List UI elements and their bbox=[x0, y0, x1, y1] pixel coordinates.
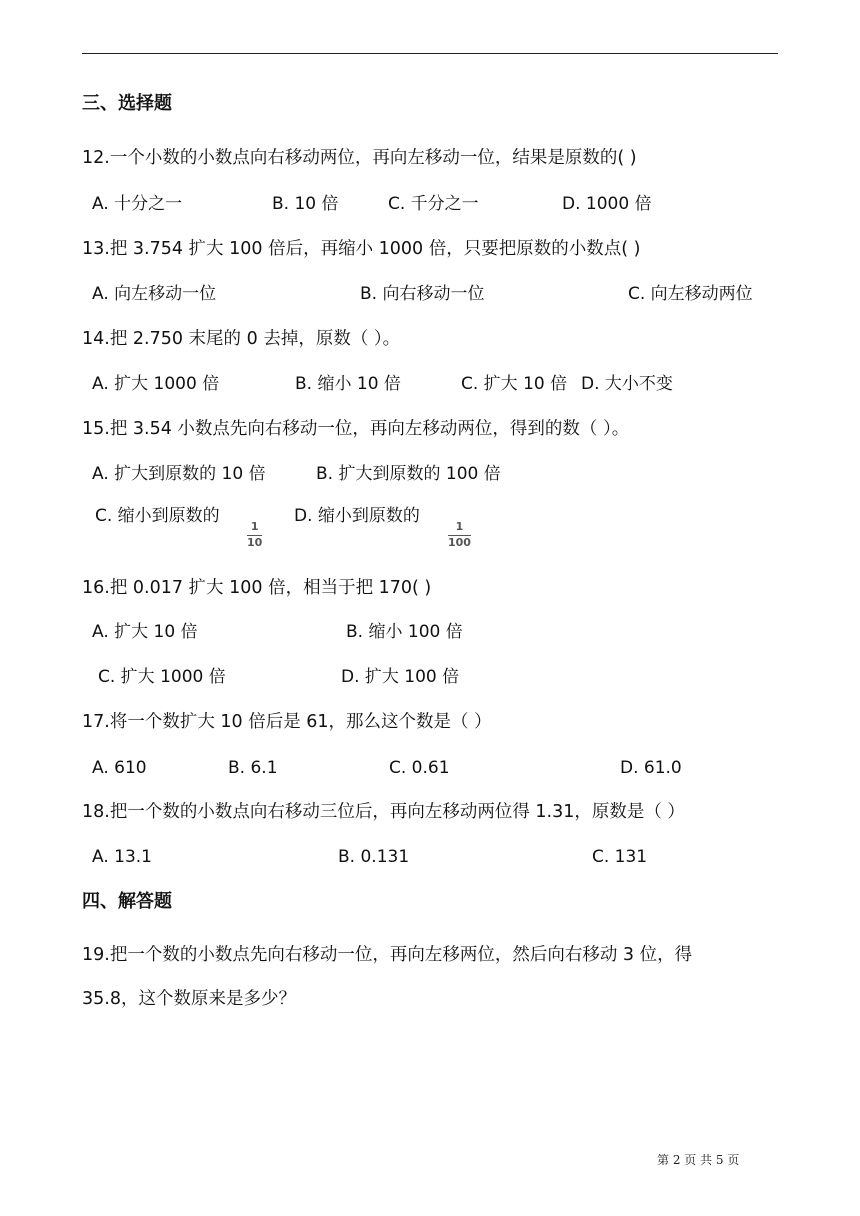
question-15-option-a: A. 扩大到原数的 10 倍 bbox=[92, 464, 266, 484]
question-16-option-c: C. 扩大 1000 倍 bbox=[98, 667, 226, 687]
question-15-option-c-fraction bbox=[247, 521, 262, 549]
fraction-denominator: 100 bbox=[448, 536, 471, 549]
question-18-option-b: B. 0.131 bbox=[338, 847, 410, 867]
section-title-answer: 四、解答题 bbox=[82, 891, 172, 912]
question-17-option-a: A. 610 bbox=[92, 758, 147, 778]
question-15-option-b: B. 扩大到原数的 100 倍 bbox=[316, 464, 501, 484]
question-14-stem: 14.把 2.750 末尾的 0 去掉，原数（ ）。 bbox=[82, 329, 401, 349]
question-19-line-2: 35.8，这个数原来是多少？ bbox=[82, 989, 296, 1009]
question-13-option-a: A. 向左移动一位 bbox=[92, 284, 217, 304]
question-14-option-c: C. 扩大 10 倍 bbox=[461, 374, 568, 394]
header-rule bbox=[82, 53, 778, 54]
question-12-option-a: A. 十分之一 bbox=[92, 194, 183, 214]
question-16-stem: 16.把 0.017 扩大 100 倍，相当于把 170( ) bbox=[82, 578, 432, 598]
question-17-option-d: D. 61.0 bbox=[620, 758, 682, 778]
section-title-choice: 三、选择题 bbox=[82, 93, 172, 114]
fraction-denominator: 10 bbox=[247, 536, 263, 549]
question-13-stem: 13.把 3.754 扩大 100 倍后，再缩小 1000 倍，只要把原数的小数点( ) bbox=[82, 239, 641, 259]
question-15-option-d-fraction bbox=[448, 521, 471, 549]
question-13-option-b: B. 向右移动一位 bbox=[360, 284, 485, 304]
question-15-option-c: C. 缩小到原数的 bbox=[95, 506, 220, 526]
question-12-option-b: B. 10 倍 bbox=[272, 194, 339, 214]
page-footer: 第 2 页 共 5 页 bbox=[657, 1153, 740, 1167]
question-16-option-b: B. 缩小 100 倍 bbox=[346, 622, 463, 642]
question-12-option-d: D. 1000 倍 bbox=[562, 194, 652, 214]
question-16-option-a: A. 扩大 10 倍 bbox=[92, 622, 198, 642]
question-12-stem: 12.一个小数的小数点向右移动两位，再向左移动一位，结果是原数的( ) bbox=[82, 148, 637, 168]
question-12-option-c: C. 千分之一 bbox=[388, 194, 479, 214]
fraction-numerator: 1 bbox=[455, 520, 464, 533]
question-19-line-1: 19.把一个数的小数点先向右移动一位，再向左移两位，然后向右移动 3 位，得 bbox=[82, 945, 693, 965]
question-18-option-c: C. 131 bbox=[592, 847, 648, 867]
question-15-option-d: D. 缩小到原数的 bbox=[294, 506, 420, 526]
question-18-option-a: A. 13.1 bbox=[92, 847, 152, 867]
question-14-option-a: A. 扩大 1000 倍 bbox=[92, 374, 220, 394]
question-13-option-c: C. 向左移动两位 bbox=[628, 284, 753, 304]
question-14-option-b: B. 缩小 10 倍 bbox=[295, 374, 401, 394]
question-17-option-b: B. 6.1 bbox=[228, 758, 278, 778]
question-14-option-d: D. 大小不变 bbox=[581, 374, 673, 394]
question-18-stem: 18.把一个数的小数点向右移动三位后，再向左移动两位得 1.31，原数是（ ） bbox=[82, 802, 685, 822]
question-16-option-d: D. 扩大 100 倍 bbox=[341, 667, 460, 687]
fraction-numerator: 1 bbox=[250, 520, 259, 533]
question-17-option-c: C. 0.61 bbox=[389, 758, 450, 778]
question-17-stem: 17.将一个数扩大 10 倍后是 61，那么这个数是（ ） bbox=[82, 712, 492, 732]
question-15-stem: 15.把 3.54 小数点先向右移动一位，再向左移动两位，得到的数（ ）。 bbox=[82, 419, 630, 439]
